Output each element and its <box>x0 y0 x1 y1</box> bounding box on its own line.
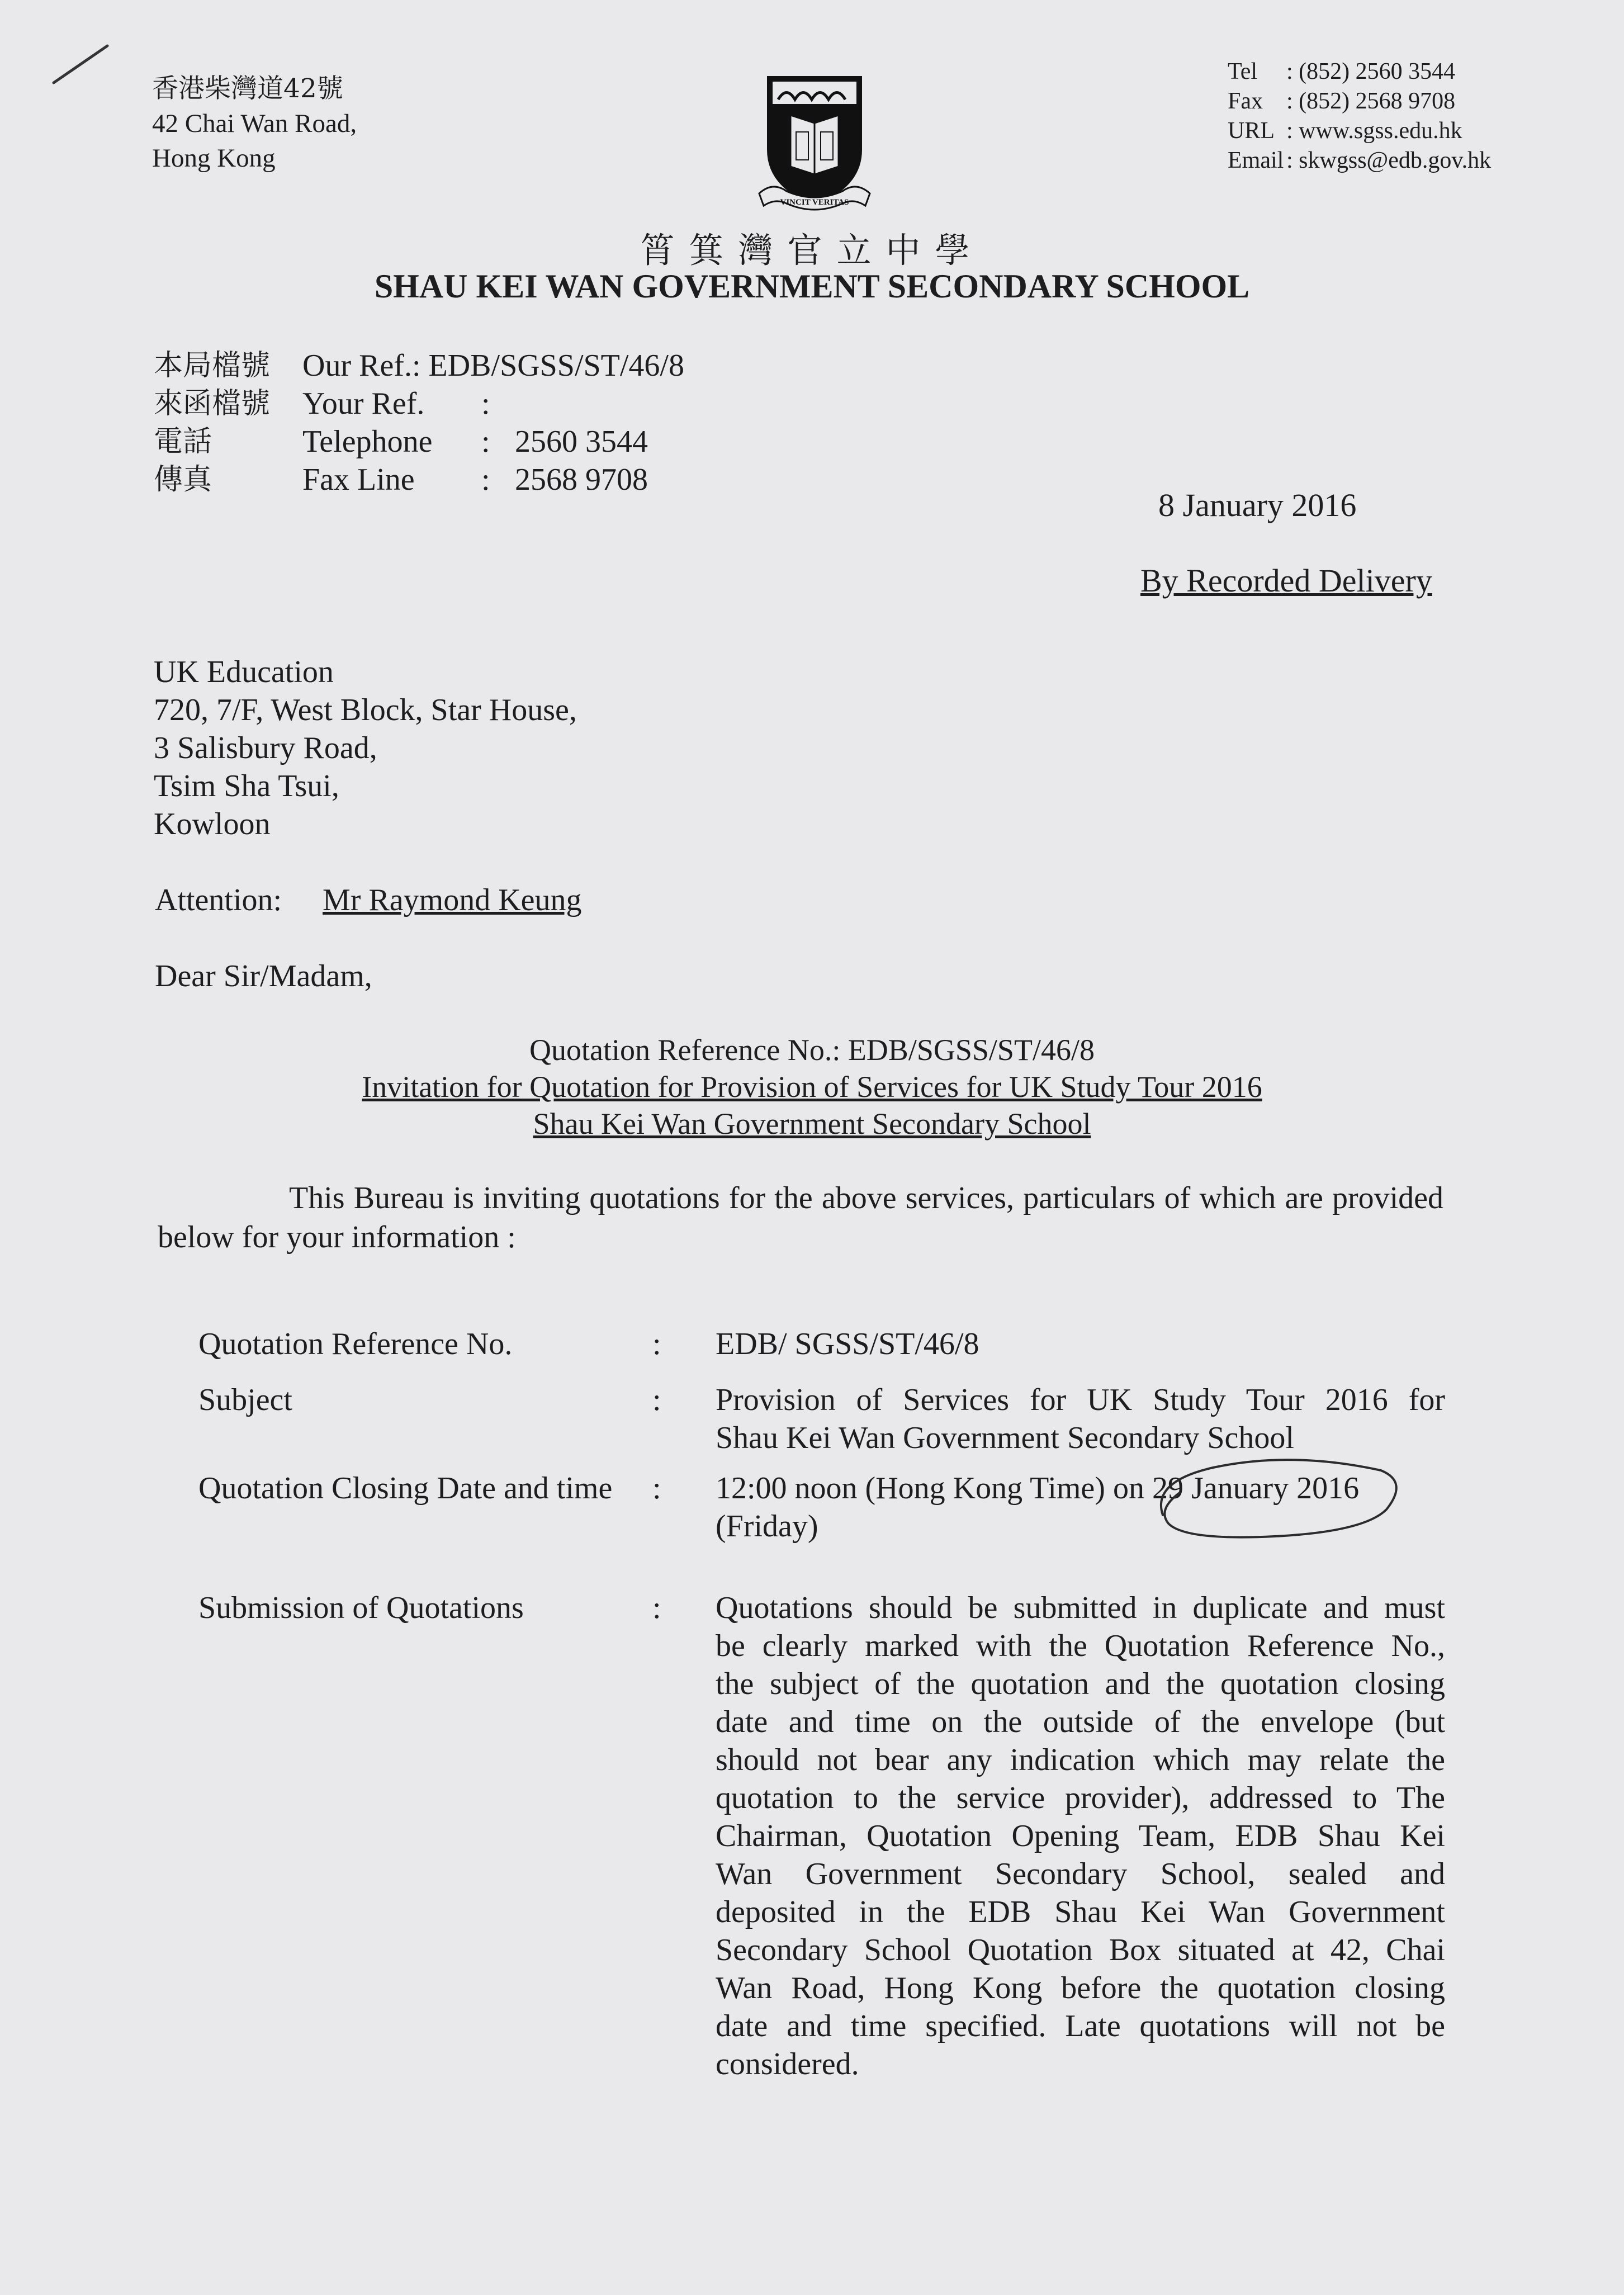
ref-row: 傳真 Fax Line : 2568 9708 <box>154 462 648 497</box>
attention-name: Mr Raymond Keung <box>323 883 582 917</box>
quotation-ref-heading: Quotation Reference No.: EDB/SGSS/ST/46/8 <box>529 1033 1095 1067</box>
recipient-address <box>154 653 577 843</box>
ref-row: 來函檔號 Your Ref. : <box>154 386 490 421</box>
address-line-2: Hong Kong <box>152 144 276 173</box>
detail-label: Quotation Reference No. <box>198 1327 513 1361</box>
delivery-method: By Recorded Delivery <box>1140 562 1432 599</box>
pen-mark <box>48 39 115 89</box>
detail-value: Provision of Services for UK Study Tour 2016 for Shau Kei Wan Government Secondary School <box>716 1383 1445 1455</box>
detail-value: EDB/ SGSS/ST/46/8 <box>716 1327 979 1361</box>
letter-date: 8 January 2016 <box>1158 487 1357 523</box>
recipient-line: 3 Salisbury Road, <box>154 731 377 765</box>
salutation: Dear Sir/Madam, <box>155 959 372 993</box>
detail-label: Submission of Quotations <box>198 1591 524 1625</box>
reference-block <box>154 347 684 499</box>
school-crest <box>756 72 873 214</box>
detail-value: 12:00 noon (Hong Kong Time) on 29 January 2016 (Friday) <box>716 1471 1360 1544</box>
quotation-title: Invitation for Quotation for Provision of Services for UK Study Tour 2016 <box>362 1070 1262 1104</box>
attention-label: Attention: <box>155 883 282 917</box>
contact-row: Email : skwgss@edb.gov.hk <box>1228 148 1492 173</box>
recipient-line: Tsim Sha Tsui, <box>154 769 339 803</box>
intro-paragraph: This Bureau is inviting quotations for the above services, particulars of which are provided below for your information : <box>158 1181 1443 1255</box>
recipient-line: Kowloon <box>154 807 271 841</box>
recipient-line: 720, 7/F, West Block, Star House, <box>154 693 577 727</box>
contact-block <box>1228 57 1491 176</box>
detail-value: Quotations should be submitted in duplicate and must be clearly marked with the Quotation Reference No., the subject of the quotation and the quotation closing date and time on the outside of the envelope (but should not bear any indication which may relate the quotation to the service provider), addressed to The Chairman, Quotation Opening Team, EDB Shau Kei Wan Government Secondary School, sealed and deposited in the EDB Shau Kei Wan Government Secondary School Quotation Box situated at 42, Chai Wan Road, Hong Kong before the quotation closing date and time specified. Late quotations will not be considered. <box>716 1591 1445 2081</box>
letter-page: 香港柴灣道42號 42 Chai Wan Road, Hong Kong VINCIT VERITAS Tel : (852) 2560 3544 Fax : (852) 2568 9708 URL : www.sgss.edu.hk Email : skwgss@edb.gov.hk 筲箕灣官立中學 SHAU KEI WAN GOVERNMENT SECONDARY SCHOOL 本局檔號 Our Ref.: EDB/SGSS/ST/46/8 來函檔號 Your Ref. : 電話 Telephone : 2560 3544 傳真 Fax Line : 2568 9708 8 January 2016 By Recorded Delivery UK Education 720, 7/F, West Block, Star House, 3 Salisbury Road, Tsim Sha Tsui, Kowloon Attention: Mr Raymond Keung Dear Sir/Madam, Quotation Reference No.: EDB/SGSS/ST/46/8 Invitation for Quotation for Provision of Services for UK Study Tour 2016 Shau Kei Wan Government Secondary School This Bureau is inviting quotations for the above services, particulars of which are provided below for your information : Quotation Reference No. : EDB/ SGSS/ST/46/8 Subject : Provision of Services for UK Study Tour 2016 for Shau Kei Wan Government Secondary School Quotation Closing Date and time : 12:00 noon (Hong Kong Time) on 29 January 2016 (Friday) Submission of Quotations : Quotations should be submitted in duplicate and must be clearly marked with the Quotation Reference No., the subject of the quotation and the quotation closing date and time on the outside of the envelope (but should not bear any indication which may relate the quotation to the service provider), addressed to The Chairman, Quotation Opening Team, EDB Shau Kei Wan Government Secondary School, sealed and deposited in the EDB Shau Kei Wan Government Secondary School Quotation Box situated at 42, Chai Wan Road, Hong Kong before the quotation closing date and time specified. Late quotations will not be considered. <box>0 0 1624 2295</box>
attention-line <box>155 882 582 918</box>
address-cn: 香港柴灣道42號 <box>152 73 343 104</box>
crest-motto: VINCIT VERITAS <box>780 198 849 207</box>
handwritten-circle <box>1146 1448 1403 1543</box>
school-name-en: SHAU KEI WAN GOVERNMENT SECONDARY SCHOOL <box>374 268 1250 305</box>
quotation-school: Shau Kei Wan Government Secondary School <box>533 1107 1091 1141</box>
contact-row: Fax : (852) 2568 9708 <box>1228 88 1456 114</box>
quotation-heading <box>0 1031 1624 1142</box>
school-name-cn: 筲箕灣官立中學 <box>640 230 984 271</box>
detail-label: Subject <box>198 1383 292 1417</box>
detail-label: Quotation Closing Date and time <box>198 1471 613 1506</box>
ref-row: 本局檔號 Our Ref.: EDB/SGSS/ST/46/8 <box>154 348 684 383</box>
recipient-line: UK Education <box>154 655 334 689</box>
address-line-1: 42 Chai Wan Road, <box>152 109 357 138</box>
school-address <box>152 72 357 176</box>
contact-row: URL : www.sgss.edu.hk <box>1228 118 1462 144</box>
ref-row: 電話 Telephone : 2560 3544 <box>154 424 648 459</box>
contact-row: Tel : (852) 2560 3544 <box>1228 59 1456 84</box>
